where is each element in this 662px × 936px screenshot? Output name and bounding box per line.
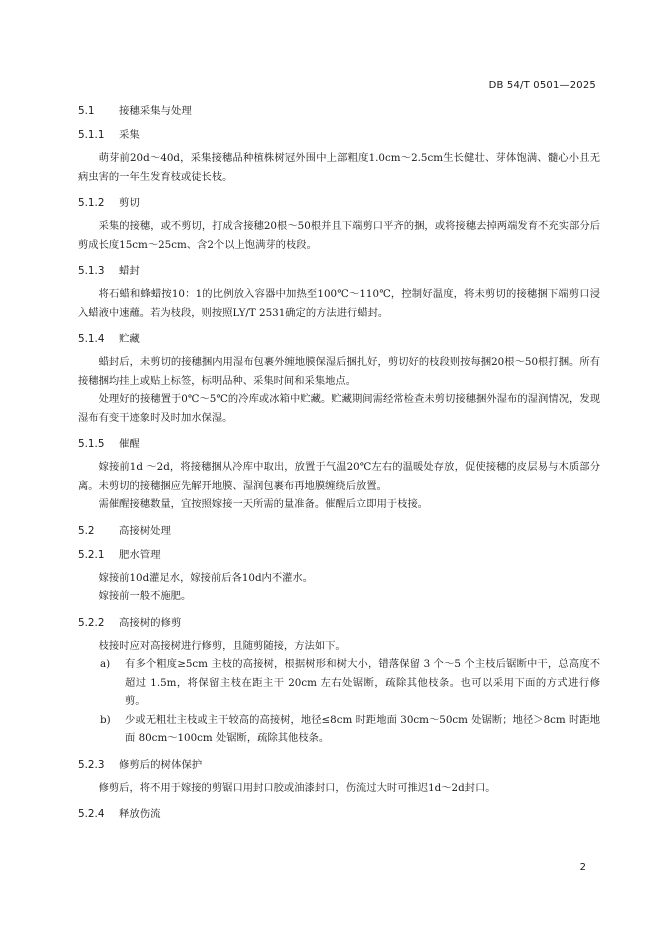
paragraph: 嫁接前10d灌足水，嫁接前后各10d内不灌水。: [98, 571, 314, 584]
list-item: [78, 655, 600, 711]
page-number: 2: [579, 862, 586, 873]
list-item-text: 有多个粗度≥5cm 主枝的高接树，根据树形和树大小，错落保留 3 个～5 个主枝后锯断中干，总高度不超过 1.5m，将保留主枝在距主干 20cm 左右处锯断，疏除其他枝条。也可以采用下面的方式进行修剪。: [125, 658, 600, 707]
section-title: 催醒: [119, 438, 140, 450]
section-number: 5.1.3: [78, 265, 105, 277]
paragraph: 蜡封后，未剪切的接穗捆内用湿布包裹外缠地膜保湿后捆扎好，剪切好的枝段则按每捆20根～50根打捆。所有接穗捆均挂上或贴上标签，标明品种、采集时间和采集地点。: [78, 356, 600, 387]
section-title: 采集: [119, 129, 140, 141]
list-item-text: 少或无粗壮主枝或主干较高的高接树，地径≤8cm 时距地面 30cm～50cm 处锯断；地径＞8cm 时距地面 80cm～100cm 处锯断，疏除其他枝条。: [125, 713, 600, 744]
paragraph: 修剪后，将不用于嫁接的剪锯口用封口胶或油漆封口，伤流过大时可推迟1d～2d封口。: [98, 781, 496, 794]
section-5-1-1-heading: [78, 128, 600, 142]
section-number: 5.2: [78, 524, 95, 537]
section-title: 修剪后的树体保护: [119, 758, 203, 771]
paragraph: 需催醒接穗数量，宜按照嫁接一天所需的量准备。催醒后立即用于枝接。: [98, 498, 429, 510]
section-5-2-1-heading: [78, 548, 600, 562]
section-5-1-heading: [78, 104, 600, 118]
paragraph: 处理好的接穗置于0℃～5℃的冷库或冰箱中贮藏。贮藏期间需经常检查未剪切接穗捆外湿布的湿润情况，发现湿布有变干迹象时及时加水保湿。: [78, 393, 600, 424]
paragraph: 嫁接前1d ～2d，将接穗捆从冷库中取出，放置于气温20℃左右的温暖处存放，促使接穗的皮层易与木质部分离。未剪切的接穗捆应先解开地膜、湿润包裹布再地膜缠绕后放置。: [78, 461, 600, 492]
section-5-2-2-heading: [78, 616, 600, 630]
paragraph: 枝接时应对高接树进行修剪，且随剪随接，方法如下。: [98, 639, 346, 652]
section-title: 贮藏: [119, 333, 140, 345]
section-5-2-heading: [78, 524, 600, 538]
section-title: 肥水管理: [119, 548, 161, 561]
paragraph: 萌芽前20d～40d，采集接穗品种植株树冠外围中上部粗度1.0cm～2.5cm生长健壮、芽体饱满、髓心小且无病虫害的一年生发育枝或徒长枝。: [78, 152, 600, 183]
section-number: 5.2.2: [78, 616, 105, 629]
section-number: 5.1.5: [78, 438, 105, 450]
section-title: 高接树的修剪: [119, 616, 182, 629]
list-marker: b): [100, 713, 111, 726]
document-id-header: DB 54/T 0501—2025: [488, 80, 596, 91]
paragraph: 嫁接前一般不施肥。: [98, 590, 192, 602]
section-number: 5.1.2: [78, 197, 105, 209]
section-5-1-3-heading: [78, 264, 600, 278]
page-body: [78, 104, 600, 821]
section-number: 5.2.4: [78, 808, 105, 820]
section-5-1-2-heading: [78, 196, 600, 210]
section-title: 释放伤流: [119, 808, 161, 820]
paragraph: 采集的接穗，或不剪切，打成含接穗20根～50根并且下端剪口平齐的捆，或将接穗去掉两端发育不充实部分后剪成长度15cm～25cm、含2个以上饱满芽的枝段。: [78, 220, 600, 251]
section-5-1-4-heading: [78, 332, 600, 346]
section-number: 5.1.4: [78, 333, 105, 345]
paragraph: 将石蜡和蜂蜡按10：1的比例放入容器中加热至100℃～110℃，控制好温度，将未剪切的接穗捆下端剪口浸入蜡液中速蘸。若为枝段，则按照LY/T 2531确定的方法进行蜡封。: [78, 288, 600, 319]
section-5-2-4-heading: [78, 807, 600, 821]
section-number: 5.1.1: [78, 129, 105, 141]
section-number: 5.1: [78, 105, 95, 117]
section-title: 接穗采集与处理: [119, 105, 192, 117]
section-5-1-5-heading: [78, 437, 600, 451]
section-title: 高接树处理: [119, 524, 171, 537]
list-marker: a): [100, 658, 111, 670]
section-number: 5.2.1: [78, 548, 105, 561]
section-title: 蜡封: [119, 265, 140, 277]
section-5-2-3-heading: [78, 758, 600, 772]
section-number: 5.2.3: [78, 758, 105, 771]
section-title: 剪切: [119, 197, 140, 209]
list-item: [78, 711, 600, 748]
